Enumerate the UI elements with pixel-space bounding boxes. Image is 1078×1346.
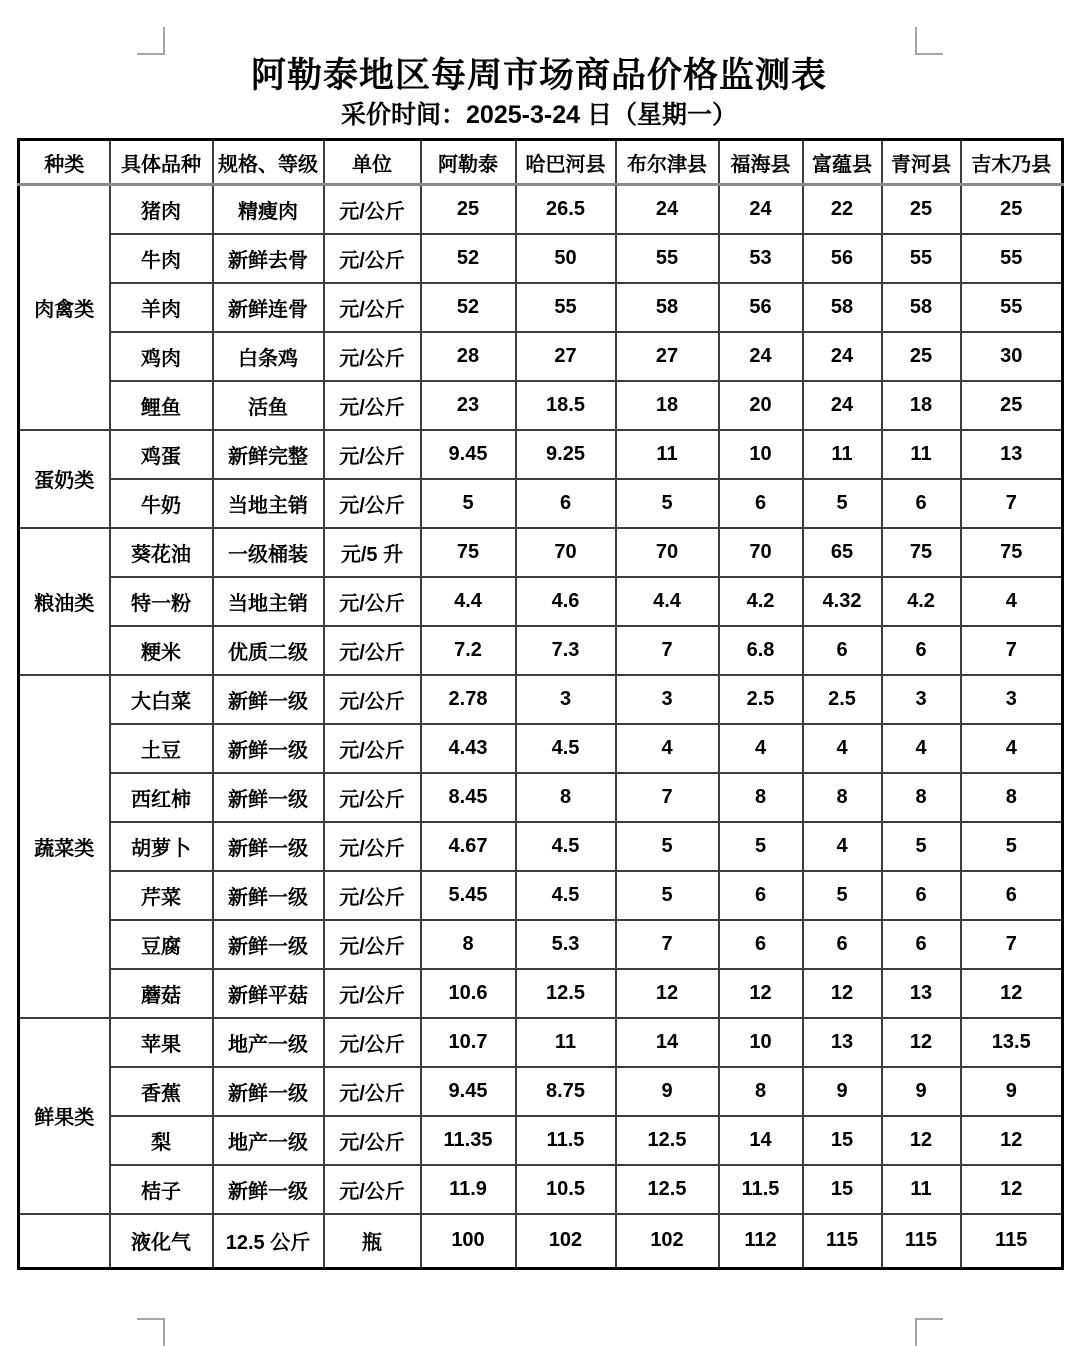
price-cell: 65 <box>803 528 882 577</box>
price-cell: 14 <box>719 1116 803 1165</box>
price-cell: 23 <box>421 381 516 430</box>
spec-cell: 地产一级 <box>213 1116 324 1165</box>
column-header: 布尔津县 <box>616 140 719 185</box>
price-cell: 5 <box>616 822 719 871</box>
item-cell: 香蕉 <box>110 1067 213 1116</box>
spec-cell: 新鲜一级 <box>213 773 324 822</box>
price-cell: 6 <box>882 920 961 969</box>
price-cell: 8 <box>882 773 961 822</box>
price-cell: 7 <box>961 626 1063 675</box>
item-cell: 梨 <box>110 1116 213 1165</box>
price-cell: 12 <box>616 969 719 1018</box>
price-cell: 10.5 <box>516 1165 616 1214</box>
price-cell: 12 <box>961 969 1063 1018</box>
price-cell: 53 <box>719 234 803 283</box>
table-row <box>19 479 1063 528</box>
table-row <box>19 1214 1063 1269</box>
price-cell: 4 <box>719 724 803 773</box>
column-header: 具体品种 <box>110 140 213 185</box>
price-cell: 9 <box>961 1067 1063 1116</box>
price-cell: 115 <box>882 1214 961 1269</box>
price-cell: 4.5 <box>516 822 616 871</box>
price-cell: 5 <box>803 479 882 528</box>
price-cell: 11.35 <box>421 1116 516 1165</box>
price-cell: 4.2 <box>882 577 961 626</box>
table-row <box>19 1165 1063 1214</box>
category-cell: 蔬菜类 <box>19 675 110 1018</box>
price-cell: 4.32 <box>803 577 882 626</box>
price-cell: 30 <box>961 332 1063 381</box>
price-cell: 6 <box>803 920 882 969</box>
price-cell: 18 <box>616 381 719 430</box>
price-cell: 6 <box>803 626 882 675</box>
page-subtitle: 采价时间：2025-3-24 日（星期一） <box>341 101 737 129</box>
price-cell: 50 <box>516 234 616 283</box>
price-cell: 9.45 <box>421 430 516 479</box>
price-cell: 5.3 <box>516 920 616 969</box>
price-cell: 4.67 <box>421 822 516 871</box>
spec-cell: 当地主销 <box>213 479 324 528</box>
item-cell: 蘑菇 <box>110 969 213 1018</box>
price-cell: 10 <box>719 430 803 479</box>
price-cell: 3 <box>616 675 719 724</box>
unit-cell: 元/公斤 <box>324 1067 421 1116</box>
price-cell: 12 <box>719 969 803 1018</box>
price-cell: 6.8 <box>719 626 803 675</box>
price-cell: 9 <box>803 1067 882 1116</box>
item-cell: 西红柿 <box>110 773 213 822</box>
price-cell: 7 <box>961 920 1063 969</box>
unit-cell: 元/公斤 <box>324 283 421 332</box>
table-row <box>19 381 1063 430</box>
item-cell: 芹菜 <box>110 871 213 920</box>
price-cell: 7 <box>616 626 719 675</box>
price-cell: 6 <box>961 871 1063 920</box>
category-cell: 蛋奶类 <box>19 430 110 528</box>
price-cell: 6 <box>719 871 803 920</box>
price-cell: 6 <box>719 479 803 528</box>
column-header: 富蕴县 <box>803 140 882 185</box>
item-cell: 葵花油 <box>110 528 213 577</box>
price-cell: 28 <box>421 332 516 381</box>
table-row <box>19 528 1063 577</box>
price-cell: 5 <box>803 871 882 920</box>
price-cell: 27 <box>616 332 719 381</box>
price-cell: 25 <box>961 381 1063 430</box>
price-cell: 25 <box>961 185 1063 234</box>
price-cell: 12 <box>803 969 882 1018</box>
price-cell: 24 <box>719 332 803 381</box>
price-cell: 5.45 <box>421 871 516 920</box>
price-cell: 55 <box>516 283 616 332</box>
price-cell: 56 <box>803 234 882 283</box>
price-cell: 6 <box>719 920 803 969</box>
price-cell: 13 <box>803 1018 882 1067</box>
price-cell: 4.4 <box>421 577 516 626</box>
price-cell: 7 <box>616 773 719 822</box>
price-cell: 4 <box>616 724 719 773</box>
spec-cell: 地产一级 <box>213 1018 324 1067</box>
unit-cell: 元/5 升 <box>324 528 421 577</box>
table-row <box>19 626 1063 675</box>
price-cell: 4.4 <box>616 577 719 626</box>
price-cell: 13.5 <box>961 1018 1063 1067</box>
price-cell: 12.5 <box>616 1165 719 1214</box>
spec-cell: 新鲜一级 <box>213 724 324 773</box>
unit-cell: 元/公斤 <box>324 479 421 528</box>
price-cell: 3 <box>961 675 1063 724</box>
price-cell: 4 <box>961 724 1063 773</box>
unit-cell: 元/公斤 <box>324 1018 421 1067</box>
unit-cell: 元/公斤 <box>324 381 421 430</box>
table-row <box>19 920 1063 969</box>
table-row <box>19 773 1063 822</box>
price-cell: 11.9 <box>421 1165 516 1214</box>
price-cell: 8 <box>516 773 616 822</box>
price-cell: 2.78 <box>421 675 516 724</box>
price-cell: 25 <box>882 185 961 234</box>
price-cell: 8 <box>719 1067 803 1116</box>
table-row <box>19 675 1063 724</box>
price-cell: 3 <box>882 675 961 724</box>
spec-cell: 精瘦肉 <box>213 185 324 234</box>
spec-cell: 新鲜一级 <box>213 822 324 871</box>
unit-cell: 元/公斤 <box>324 1116 421 1165</box>
price-cell: 4 <box>961 577 1063 626</box>
price-cell: 11 <box>616 430 719 479</box>
price-cell: 9.45 <box>421 1067 516 1116</box>
unit-cell: 元/公斤 <box>324 920 421 969</box>
price-cell: 4 <box>803 724 882 773</box>
price-cell: 15 <box>803 1116 882 1165</box>
spec-cell: 白条鸡 <box>213 332 324 381</box>
price-cell: 115 <box>803 1214 882 1269</box>
price-cell: 12 <box>961 1116 1063 1165</box>
price-cell: 6 <box>516 479 616 528</box>
spec-cell: 新鲜连骨 <box>213 283 324 332</box>
item-cell: 粳米 <box>110 626 213 675</box>
column-header: 吉木乃县 <box>961 140 1063 185</box>
price-cell: 102 <box>616 1214 719 1269</box>
price-cell: 13 <box>882 969 961 1018</box>
price-cell: 8 <box>421 920 516 969</box>
table-row <box>19 430 1063 479</box>
price-cell: 58 <box>882 283 961 332</box>
price-cell: 7 <box>616 920 719 969</box>
price-cell: 75 <box>961 528 1063 577</box>
price-cell: 12 <box>961 1165 1063 1214</box>
column-header: 单位 <box>324 140 421 185</box>
price-cell: 3 <box>516 675 616 724</box>
price-cell: 14 <box>616 1018 719 1067</box>
spec-cell: 新鲜平菇 <box>213 969 324 1018</box>
column-header: 规格、等级 <box>213 140 324 185</box>
price-cell: 11 <box>882 1165 961 1214</box>
price-cell: 11 <box>882 430 961 479</box>
table-row <box>19 1067 1063 1116</box>
price-cell: 9.25 <box>516 430 616 479</box>
item-cell: 猪肉 <box>110 185 213 234</box>
price-cell: 5 <box>421 479 516 528</box>
category-cell: 肉禽类 <box>19 185 110 430</box>
price-cell: 2.5 <box>803 675 882 724</box>
table-row <box>19 969 1063 1018</box>
price-cell: 15 <box>803 1165 882 1214</box>
page-title: 阿勒泰地区每周市场商品价格监测表 <box>250 56 827 95</box>
spec-cell: 当地主销 <box>213 577 324 626</box>
price-cell: 55 <box>616 234 719 283</box>
price-cell: 75 <box>421 528 516 577</box>
price-cell: 24 <box>719 185 803 234</box>
category-cell: 鲜果类 <box>19 1018 110 1214</box>
price-cell: 55 <box>961 283 1063 332</box>
price-cell: 112 <box>719 1214 803 1269</box>
item-cell: 鸡肉 <box>110 332 213 381</box>
price-cell: 4.2 <box>719 577 803 626</box>
price-cell: 5 <box>616 871 719 920</box>
unit-cell: 元/公斤 <box>324 822 421 871</box>
spec-cell: 新鲜去骨 <box>213 234 324 283</box>
item-cell: 特一粉 <box>110 577 213 626</box>
price-cell: 25 <box>421 185 516 234</box>
price-cell: 4 <box>803 822 882 871</box>
category-cell <box>19 1214 110 1269</box>
table-row <box>19 234 1063 283</box>
column-header: 种类 <box>19 140 110 185</box>
price-cell: 70 <box>719 528 803 577</box>
price-cell: 58 <box>803 283 882 332</box>
category-cell: 粮油类 <box>19 528 110 675</box>
item-cell: 大白菜 <box>110 675 213 724</box>
unit-cell: 元/公斤 <box>324 969 421 1018</box>
price-cell: 55 <box>882 234 961 283</box>
unit-cell: 元/公斤 <box>324 871 421 920</box>
unit-cell: 元/公斤 <box>324 675 421 724</box>
price-cell: 12.5 <box>616 1116 719 1165</box>
price-cell: 5 <box>882 822 961 871</box>
price-cell: 56 <box>719 283 803 332</box>
price-cell: 12.5 <box>516 969 616 1018</box>
price-cell: 52 <box>421 283 516 332</box>
unit-cell: 元/公斤 <box>324 185 421 234</box>
unit-cell: 元/公斤 <box>324 430 421 479</box>
price-cell: 70 <box>516 528 616 577</box>
price-cell: 12 <box>882 1018 961 1067</box>
price-cell: 25 <box>882 332 961 381</box>
price-cell: 4.6 <box>516 577 616 626</box>
price-cell: 11.5 <box>719 1165 803 1214</box>
price-cell: 11 <box>516 1018 616 1067</box>
unit-cell: 元/公斤 <box>324 724 421 773</box>
price-cell: 9 <box>882 1067 961 1116</box>
unit-cell: 瓶 <box>324 1214 421 1269</box>
spec-cell: 一级桶装 <box>213 528 324 577</box>
price-cell: 8 <box>803 773 882 822</box>
spec-cell: 12.5 公斤 <box>213 1214 324 1269</box>
item-cell: 桔子 <box>110 1165 213 1214</box>
table-row <box>19 332 1063 381</box>
table-row <box>19 577 1063 626</box>
price-cell: 8 <box>961 773 1063 822</box>
price-cell: 102 <box>516 1214 616 1269</box>
unit-cell: 元/公斤 <box>324 332 421 381</box>
price-cell: 11 <box>803 430 882 479</box>
price-cell: 2.5 <box>719 675 803 724</box>
price-cell: 27 <box>516 332 616 381</box>
price-cell: 6 <box>882 479 961 528</box>
price-cell: 9 <box>616 1067 719 1116</box>
price-table <box>17 138 1064 1270</box>
price-cell: 8.45 <box>421 773 516 822</box>
unit-cell: 元/公斤 <box>324 626 421 675</box>
item-cell: 鸡蛋 <box>110 430 213 479</box>
table-row <box>19 283 1063 332</box>
price-cell: 7 <box>961 479 1063 528</box>
price-cell: 6 <box>882 871 961 920</box>
item-cell: 液化气 <box>110 1214 213 1269</box>
price-cell: 6 <box>882 626 961 675</box>
spec-cell: 新鲜一级 <box>213 675 324 724</box>
price-cell: 55 <box>961 234 1063 283</box>
price-cell: 10.7 <box>421 1018 516 1067</box>
item-cell: 牛肉 <box>110 234 213 283</box>
price-cell: 100 <box>421 1214 516 1269</box>
column-header: 阿勒泰 <box>421 140 516 185</box>
table-row <box>19 185 1063 234</box>
price-cell: 7.3 <box>516 626 616 675</box>
table-row <box>19 1116 1063 1165</box>
spec-cell: 新鲜一级 <box>213 871 324 920</box>
page-margin-mark-bottom-right <box>915 1318 943 1346</box>
price-cell: 5 <box>719 822 803 871</box>
price-cell: 26.5 <box>516 185 616 234</box>
price-cell: 12 <box>882 1116 961 1165</box>
price-cell: 8 <box>719 773 803 822</box>
page-margin-mark-bottom-left <box>137 1318 165 1346</box>
price-cell: 24 <box>803 332 882 381</box>
table-header-row <box>19 140 1063 185</box>
price-cell: 10.6 <box>421 969 516 1018</box>
spec-cell: 新鲜一级 <box>213 920 324 969</box>
table-row <box>19 1018 1063 1067</box>
price-cell: 8.75 <box>516 1067 616 1116</box>
price-cell: 115 <box>961 1214 1063 1269</box>
column-header: 福海县 <box>719 140 803 185</box>
price-cell: 4.5 <box>516 871 616 920</box>
item-cell: 土豆 <box>110 724 213 773</box>
price-cell: 58 <box>616 283 719 332</box>
price-cell: 5 <box>961 822 1063 871</box>
item-cell: 鲤鱼 <box>110 381 213 430</box>
spec-cell: 新鲜一级 <box>213 1067 324 1116</box>
price-cell: 70 <box>616 528 719 577</box>
item-cell: 苹果 <box>110 1018 213 1067</box>
table-row <box>19 822 1063 871</box>
price-cell: 13 <box>961 430 1063 479</box>
unit-cell: 元/公斤 <box>324 1165 421 1214</box>
spec-cell: 优质二级 <box>213 626 324 675</box>
price-cell: 24 <box>616 185 719 234</box>
item-cell: 牛奶 <box>110 479 213 528</box>
price-cell: 11.5 <box>516 1116 616 1165</box>
spec-cell: 新鲜一级 <box>213 1165 324 1214</box>
item-cell: 胡萝卜 <box>110 822 213 871</box>
price-cell: 7.2 <box>421 626 516 675</box>
item-cell: 羊肉 <box>110 283 213 332</box>
item-cell: 豆腐 <box>110 920 213 969</box>
spec-cell: 新鲜完整 <box>213 430 324 479</box>
table-body <box>19 185 1063 1269</box>
table-row <box>19 871 1063 920</box>
column-header: 青河县 <box>882 140 961 185</box>
price-cell: 10 <box>719 1018 803 1067</box>
unit-cell: 元/公斤 <box>324 773 421 822</box>
spec-cell: 活鱼 <box>213 381 324 430</box>
price-cell: 18.5 <box>516 381 616 430</box>
price-cell: 22 <box>803 185 882 234</box>
price-cell: 52 <box>421 234 516 283</box>
price-cell: 18 <box>882 381 961 430</box>
price-cell: 75 <box>882 528 961 577</box>
price-cell: 4 <box>882 724 961 773</box>
price-cell: 20 <box>719 381 803 430</box>
table-row <box>19 724 1063 773</box>
column-header: 哈巴河县 <box>516 140 616 185</box>
price-cell: 4.5 <box>516 724 616 773</box>
price-cell: 4.43 <box>421 724 516 773</box>
price-cell: 5 <box>616 479 719 528</box>
price-cell: 24 <box>803 381 882 430</box>
unit-cell: 元/公斤 <box>324 577 421 626</box>
unit-cell: 元/公斤 <box>324 234 421 283</box>
